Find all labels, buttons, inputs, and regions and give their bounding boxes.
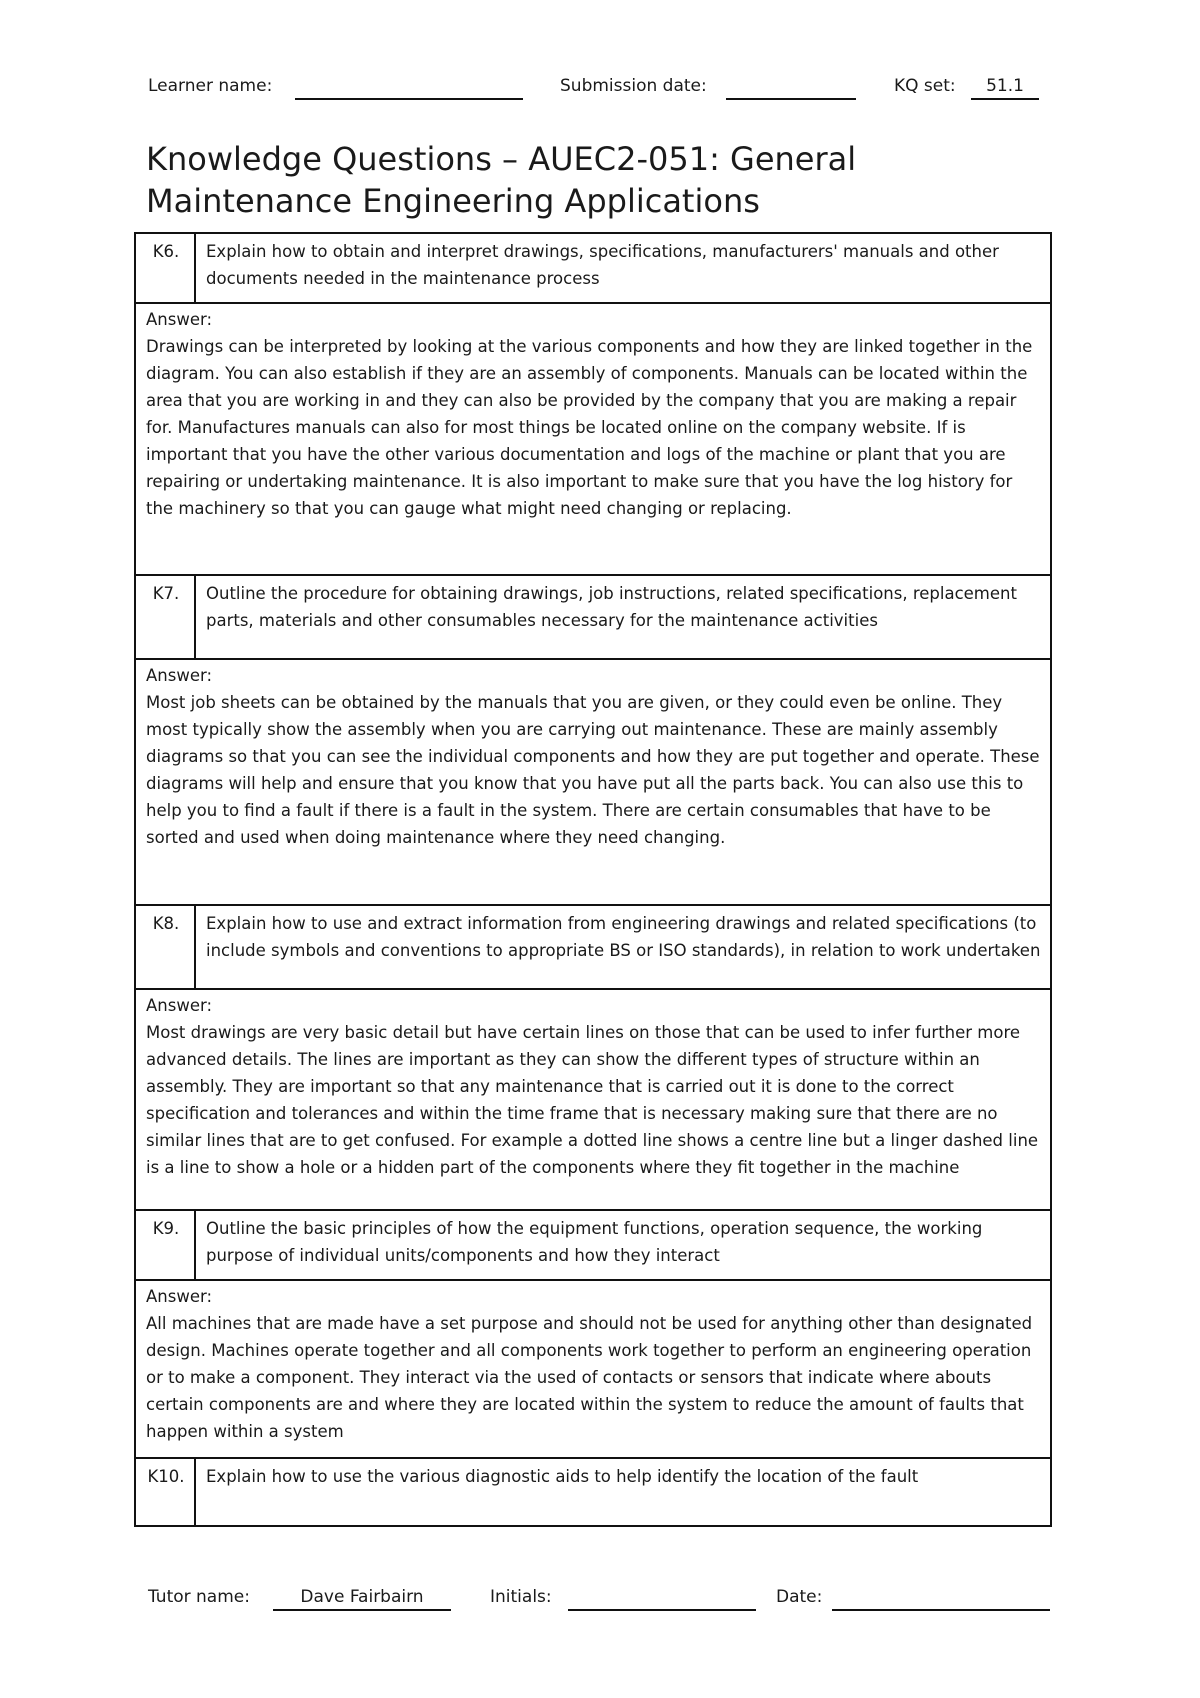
answer-label: Answer:: [146, 666, 213, 685]
answer-text: Most drawings are very basic detail but have certain lines on those that can be used to infer further more advanced details. The lines are important as they can show the different types of structure within an assembly. They are important so that any maintenance that is carried out it is done to the correct specification and tolerances and within the time frame that is necessary making sure that there are no similar lines that are to get confused. For example a dotted line shows a centre line but a linger dashed line is a line to show a hole or a hidden part of the components where they fit together in the machine: [146, 1023, 1039, 1177]
question-row-k10: [136, 1459, 1050, 1525]
knowledge-questions-table: [134, 232, 1052, 1527]
question-row-k6: [136, 234, 1050, 304]
question-text: Explain how to use the various diagnostic aids to help identify the location of the fault: [206, 1467, 919, 1486]
question-number: K9.: [136, 1211, 196, 1279]
kq-set-value: 51.1: [986, 76, 1024, 96]
question-text: Outline the procedure for obtaining drawings, job instructions, related specifications, replacement parts, materials and other consumables necessary for the maintenance activities: [206, 584, 1017, 630]
answer-label: Answer:: [146, 1287, 213, 1306]
question-number: K10.: [136, 1459, 196, 1525]
learner-name-field[interactable]: [295, 98, 523, 100]
answer-text: Drawings can be interpreted by looking at the various components and how they are linked together in the diagram. You can also establish if they are an assembly of components. Manuals can be located within the area that you are working in and they can also be provided by the company that you are making a repair for. Manufactures manuals can also for most things be located online on the company website. If is important that you have the other various documentation and logs of the machine or plant that you are repairing or undertaking maintenance. It is also important to make sure that you have the log history for the machinery so that you can gauge what might need changing or replacing.: [146, 337, 1033, 518]
question-number: K6.: [136, 234, 196, 302]
document-footer: [148, 1585, 1048, 1615]
tutor-name-label: Tutor name:: [148, 1587, 250, 1607]
question-text: Outline the basic principles of how the equipment functions, operation sequence, the working purpose of individual units/components and how they interact: [206, 1219, 983, 1265]
initials-field[interactable]: [568, 1609, 756, 1611]
answer-cell-k7[interactable]: [136, 660, 1050, 906]
question-row-k7: [136, 576, 1050, 660]
submission-date-label: Submission date:: [560, 76, 707, 96]
question-text: Explain how to use and extract information from engineering drawings and related specifications (to include symbols and conventions to appropriate BS or ISO standards), in relation to work undertaken: [206, 914, 1041, 960]
tutor-name-field[interactable]: [273, 1609, 451, 1611]
question-text: Explain how to obtain and interpret drawings, specifications, manufacturers' manuals and other documents needed in the maintenance process: [206, 242, 999, 288]
page-title: Knowledge Questions – AUEC2-051: General Maintenance Engineering Applications: [146, 140, 857, 220]
question-row-k8: [136, 906, 1050, 990]
date-field[interactable]: [832, 1609, 1050, 1611]
kq-set-label: KQ set:: [894, 76, 956, 96]
date-label: Date:: [776, 1587, 823, 1607]
answer-cell-k6[interactable]: [136, 304, 1050, 576]
kq-set-field[interactable]: [971, 98, 1039, 100]
submission-date-field[interactable]: [726, 98, 856, 100]
answer-cell-k8[interactable]: [136, 990, 1050, 1211]
answer-label: Answer:: [146, 310, 213, 329]
answer-text: Most job sheets can be obtained by the manuals that you are given, or they could even be online. They most typically show the assembly when you are carrying out maintenance. These are mainly assembly diagrams so that you can see the individual components and how they are put together and operate. These diagrams will help and ensure that you know that you have put all the parts back. You can also use this to help you to find a fault if there is a fault in the system. There are certain consumables that have to be sorted and used when doing maintenance where they need changing.: [146, 693, 1040, 847]
question-number: K8.: [136, 906, 196, 988]
answer-text: All machines that are made have a set purpose and should not be used for anything other than designated design. Machines operate together and all components work together to perform an engineering operation or to make a component. They interact via the used of contacts or sensors that indicate where abouts certain components are and where they are located within the system to reduce the amount of faults that happen within a system: [146, 1314, 1033, 1441]
learner-name-label: Learner name:: [148, 76, 273, 96]
initials-label: Initials:: [490, 1587, 552, 1607]
tutor-name-value: Dave Fairbairn: [300, 1587, 424, 1607]
question-row-k9: [136, 1211, 1050, 1281]
question-number: K7.: [136, 576, 196, 658]
answer-label: Answer:: [146, 996, 213, 1015]
document-header: [148, 74, 1048, 104]
answer-cell-k9[interactable]: [136, 1281, 1050, 1459]
